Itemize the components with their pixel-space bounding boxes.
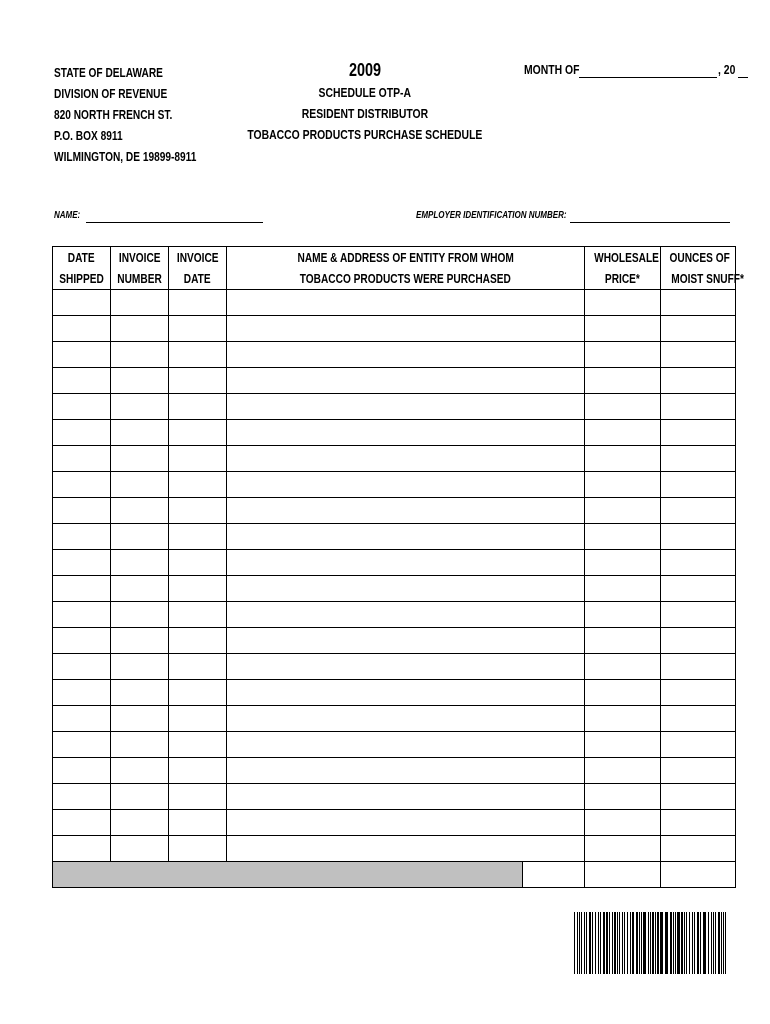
invoice-date-cell[interactable] — [169, 550, 227, 576]
schedule-line-2: RESIDENT DISTRIBUTOR — [301, 106, 429, 121]
entity-cell[interactable] — [227, 498, 585, 524]
invoice-date-cell[interactable] — [169, 472, 227, 498]
wholesale-price-cell[interactable] — [585, 368, 661, 394]
barcode-bar — [694, 912, 695, 974]
invoice-number-cell[interactable] — [111, 420, 169, 446]
barcode-bar — [617, 912, 618, 974]
barcode-bar — [725, 912, 726, 974]
wholesale-price-cell[interactable] — [585, 342, 661, 368]
ounces-cell[interactable] — [661, 836, 736, 862]
month-field[interactable] — [579, 77, 717, 78]
invoice-number-cell[interactable] — [111, 498, 169, 524]
entity-cell[interactable] — [227, 706, 585, 732]
col-invoice-date — [169, 247, 227, 290]
entity-cell[interactable] — [227, 628, 585, 654]
table-header-row — [53, 247, 736, 290]
invoice-number-cell[interactable] — [111, 342, 169, 368]
date-shipped-cell[interactable] — [53, 628, 111, 654]
table-row — [53, 784, 736, 810]
invoice-date-cell[interactable] — [169, 628, 227, 654]
invoice-date-cell[interactable] — [169, 524, 227, 550]
entity-cell[interactable] — [227, 836, 585, 862]
barcode-bar — [708, 912, 709, 974]
barcode-bar — [636, 912, 638, 974]
ounces-cell[interactable] — [661, 446, 736, 472]
barcode-bar — [641, 912, 642, 974]
barcode-bar — [711, 912, 712, 974]
schedule-title — [200, 82, 530, 145]
wholesale-price-cell[interactable] — [585, 706, 661, 732]
wholesale-price-cell[interactable] — [585, 472, 661, 498]
col-entity-line1: NAME & ADDRESS OF ENTITY FROM WHOM — [297, 250, 514, 265]
date-shipped-cell[interactable] — [53, 368, 111, 394]
total-wholesale-price[interactable] — [585, 862, 661, 888]
entity-cell[interactable] — [227, 316, 585, 342]
wholesale-price-cell[interactable] — [585, 316, 661, 342]
ein-field[interactable] — [570, 222, 730, 223]
totals-row — [53, 862, 736, 888]
wholesale-price-cell[interactable] — [585, 732, 661, 758]
name-label: NAME: — [54, 210, 81, 221]
invoice-number-cell[interactable] — [111, 472, 169, 498]
invoice-number-cell[interactable] — [111, 550, 169, 576]
entity-cell[interactable] — [227, 550, 585, 576]
invoice-date-cell[interactable] — [169, 498, 227, 524]
table-row — [53, 420, 736, 446]
wholesale-price-cell[interactable] — [585, 836, 661, 862]
table-row — [53, 472, 736, 498]
invoice-date-cell[interactable] — [169, 576, 227, 602]
table-row — [53, 706, 736, 732]
schedule-line-1: SCHEDULE OTP-A — [318, 85, 412, 100]
barcode-bar — [689, 912, 690, 974]
col-wholesale-price — [585, 247, 661, 290]
barcode-bar — [686, 912, 687, 974]
wholesale-price-cell[interactable] — [585, 498, 661, 524]
col-wholesale-line1: WHOLESALE — [594, 250, 659, 265]
ounces-cell[interactable] — [661, 602, 736, 628]
entity-cell[interactable] — [227, 758, 585, 784]
invoice-date-cell[interactable] — [169, 368, 227, 394]
purchase-schedule-table — [52, 246, 744, 888]
barcode-bar — [723, 912, 724, 974]
invoice-number-cell[interactable] — [111, 524, 169, 550]
ounces-cell[interactable] — [661, 628, 736, 654]
address-line-3: 820 NORTH FRENCH ST. — [54, 107, 173, 122]
ounces-cell[interactable] — [661, 420, 736, 446]
wholesale-price-cell[interactable] — [585, 758, 661, 784]
ein-label-wrap — [416, 210, 604, 221]
month-suffix-wrap — [718, 62, 740, 77]
ounces-cell[interactable] — [661, 498, 736, 524]
barcode-bar — [603, 912, 605, 974]
barcode-bar — [627, 912, 628, 974]
entity-cell[interactable] — [227, 446, 585, 472]
invoice-date-cell[interactable] — [169, 810, 227, 836]
barcode-bar — [670, 912, 672, 974]
address-line-2: DIVISION OF REVENUE — [54, 86, 168, 101]
invoice-date-cell[interactable] — [169, 420, 227, 446]
ounces-cell[interactable] — [661, 342, 736, 368]
table-row — [53, 342, 736, 368]
barcode-bar — [598, 912, 599, 974]
barcode-bar — [703, 912, 706, 974]
invoice-number-cell[interactable] — [111, 316, 169, 342]
entity-cell[interactable] — [227, 290, 585, 316]
barcode-bar — [681, 912, 683, 974]
barcode-bar — [600, 912, 601, 974]
barcode-bar — [639, 912, 640, 974]
table-row — [53, 654, 736, 680]
barcode-bar — [650, 912, 651, 974]
date-shipped-cell[interactable] — [53, 524, 111, 550]
invoice-date-cell[interactable] — [169, 316, 227, 342]
wholesale-price-cell[interactable] — [585, 784, 661, 810]
entity-cell[interactable] — [227, 394, 585, 420]
table-row — [53, 732, 736, 758]
name-field[interactable] — [86, 222, 263, 223]
ounces-cell[interactable] — [661, 758, 736, 784]
barcode-bar — [665, 912, 668, 974]
barcode-bar — [592, 912, 593, 974]
ounces-cell[interactable] — [661, 394, 736, 420]
date-shipped-cell[interactable] — [53, 342, 111, 368]
invoice-number-cell[interactable] — [111, 706, 169, 732]
entity-cell[interactable] — [227, 602, 585, 628]
ein-label: EMPLOYER IDENTIFICATION NUMBER: — [416, 210, 567, 221]
invoice-date-cell[interactable] — [169, 602, 227, 628]
invoice-number-cell[interactable] — [111, 680, 169, 706]
entity-cell[interactable] — [227, 368, 585, 394]
table-row — [53, 836, 736, 862]
table-row — [53, 810, 736, 836]
date-shipped-cell[interactable] — [53, 654, 111, 680]
table-row — [53, 550, 736, 576]
col-wholesale-line2: PRICE* — [605, 271, 640, 286]
date-shipped-cell[interactable] — [53, 498, 111, 524]
totals-blank-cell — [523, 862, 584, 887]
barcode-bar — [612, 912, 613, 974]
entity-cell[interactable] — [227, 732, 585, 758]
address-line-5: WILMINGTON, DE 19899-8911 — [54, 149, 197, 164]
barcode-bar — [624, 912, 625, 974]
table-row — [53, 394, 736, 420]
date-shipped-cell[interactable] — [53, 472, 111, 498]
ounces-cell[interactable] — [661, 368, 736, 394]
invoice-date-cell[interactable] — [169, 680, 227, 706]
ounces-cell[interactable] — [661, 810, 736, 836]
wholesale-price-cell[interactable] — [585, 602, 661, 628]
invoice-number-cell[interactable] — [111, 576, 169, 602]
ounces-cell[interactable] — [661, 472, 736, 498]
month-label: MONTH OF — [524, 62, 580, 77]
barcode-bar — [721, 912, 722, 974]
date-shipped-cell[interactable] — [53, 602, 111, 628]
invoice-date-cell[interactable] — [169, 784, 227, 810]
date-shipped-cell[interactable] — [53, 732, 111, 758]
table-row — [53, 498, 736, 524]
invoice-number-cell[interactable] — [111, 446, 169, 472]
table-row — [53, 758, 736, 784]
col-ounces-line1: OUNCES OF — [669, 250, 730, 265]
wholesale-price-cell[interactable] — [585, 550, 661, 576]
invoice-number-cell[interactable] — [111, 394, 169, 420]
totals-label-cell — [53, 862, 585, 888]
col-invoice-number — [111, 247, 169, 290]
entity-cell[interactable] — [227, 784, 585, 810]
invoice-number-cell[interactable] — [111, 602, 169, 628]
barcode-bar — [609, 912, 610, 974]
date-shipped-cell[interactable] — [53, 576, 111, 602]
totals-shaded-area — [53, 862, 523, 887]
address-line-4: P.O. BOX 8911 — [54, 128, 123, 143]
date-shipped-cell[interactable] — [53, 420, 111, 446]
barcode-bar — [619, 912, 620, 974]
ounces-cell[interactable] — [661, 524, 736, 550]
ounces-cell[interactable] — [661, 784, 736, 810]
wholesale-price-cell[interactable] — [585, 810, 661, 836]
table-row — [53, 602, 736, 628]
col-invoice-date-line1: INVOICE — [176, 250, 219, 265]
barcode-bar — [648, 912, 649, 974]
barcode-bar — [677, 912, 680, 974]
month-suffix: , 20 — [718, 62, 736, 77]
entity-cell[interactable] — [227, 420, 585, 446]
barcode-bar — [697, 912, 699, 974]
ounces-cell[interactable] — [661, 550, 736, 576]
invoice-number-cell[interactable] — [111, 836, 169, 862]
invoice-date-cell[interactable] — [169, 836, 227, 862]
wholesale-price-cell[interactable] — [585, 628, 661, 654]
invoice-number-cell[interactable] — [111, 290, 169, 316]
wholesale-price-cell[interactable] — [585, 420, 661, 446]
barcode-bar — [713, 912, 714, 974]
year-field[interactable] — [738, 77, 748, 78]
table-row — [53, 628, 736, 654]
wholesale-price-cell[interactable] — [585, 290, 661, 316]
invoice-number-cell[interactable] — [111, 654, 169, 680]
col-entity-line2: TOBACCO PRODUCTS WERE PURCHASED — [299, 271, 512, 286]
col-entity-name-address — [227, 247, 585, 290]
ounces-cell[interactable] — [661, 576, 736, 602]
month-of — [524, 62, 593, 77]
barcode-bar — [586, 912, 587, 974]
ounces-cell[interactable] — [661, 680, 736, 706]
invoice-date-cell[interactable] — [169, 342, 227, 368]
barcode-bar — [584, 912, 585, 974]
invoice-number-cell[interactable] — [111, 758, 169, 784]
barcode-bar — [675, 912, 676, 974]
entity-cell[interactable] — [227, 576, 585, 602]
barcode-bar — [630, 912, 631, 974]
barcode-bar — [660, 912, 663, 974]
barcode-bar — [715, 912, 716, 974]
barcode-bar — [581, 912, 582, 974]
invoice-number-cell[interactable] — [111, 368, 169, 394]
name-label-wrap — [54, 210, 87, 221]
table-row — [53, 316, 736, 342]
table-row — [53, 576, 736, 602]
entity-cell[interactable] — [227, 342, 585, 368]
col-ounces-line2: MOIST SNUFF* — [671, 271, 744, 286]
barcode-bar — [577, 912, 578, 974]
ounces-cell[interactable] — [661, 654, 736, 680]
form-year — [200, 60, 530, 81]
entity-cell[interactable] — [227, 810, 585, 836]
date-shipped-cell[interactable] — [53, 810, 111, 836]
invoice-date-cell[interactable] — [169, 290, 227, 316]
barcode-bar — [692, 912, 693, 974]
invoice-date-cell[interactable] — [169, 446, 227, 472]
barcode-bar — [579, 912, 580, 974]
schedule-line-3: TOBACCO PRODUCTS PURCHASE SCHEDULE — [247, 127, 483, 142]
invoice-number-cell[interactable] — [111, 810, 169, 836]
barcode-bar — [614, 912, 616, 974]
date-shipped-cell[interactable] — [53, 706, 111, 732]
ounces-cell[interactable] — [661, 732, 736, 758]
col-date-shipped-line2: SHIPPED — [59, 271, 104, 286]
col-date-shipped-line1: DATE — [68, 250, 95, 265]
barcode-bar — [700, 912, 701, 974]
invoice-date-cell[interactable] — [169, 732, 227, 758]
entity-cell[interactable] — [227, 472, 585, 498]
date-shipped-cell[interactable] — [53, 290, 111, 316]
barcode-bar — [657, 912, 659, 974]
invoice-date-cell[interactable] — [169, 706, 227, 732]
wholesale-price-cell[interactable] — [585, 394, 661, 420]
col-invoice-number-line1: INVOICE — [118, 250, 161, 265]
barcode-bar — [606, 912, 608, 974]
invoice-number-cell[interactable] — [111, 784, 169, 810]
barcode-bar — [589, 912, 591, 974]
barcode-bar — [652, 912, 654, 974]
barcode-bar — [622, 912, 623, 974]
entity-cell[interactable] — [227, 524, 585, 550]
barcode-bar — [632, 912, 634, 974]
invoice-number-cell[interactable] — [111, 732, 169, 758]
invoice-date-cell[interactable] — [169, 758, 227, 784]
wholesale-price-cell[interactable] — [585, 680, 661, 706]
col-invoice-date-line2: DATE — [184, 271, 211, 286]
table-row — [53, 446, 736, 472]
barcode-bar — [574, 912, 575, 974]
barcode-bar — [643, 912, 646, 974]
ounces-cell[interactable] — [661, 706, 736, 732]
date-shipped-cell[interactable] — [53, 836, 111, 862]
barcode-bar — [655, 912, 656, 974]
wholesale-price-cell[interactable] — [585, 576, 661, 602]
col-invoice-number-line2: NUMBER — [117, 271, 162, 286]
ounces-cell[interactable] — [661, 290, 736, 316]
date-shipped-cell[interactable] — [53, 550, 111, 576]
barcode-bar — [718, 912, 720, 974]
col-ounces-moist-snuff — [661, 247, 744, 290]
date-shipped-cell[interactable] — [53, 758, 111, 784]
date-shipped-cell[interactable] — [53, 316, 111, 342]
total-ounces-moist-snuff[interactable] — [661, 862, 736, 888]
barcode-bar — [684, 912, 685, 974]
date-shipped-cell[interactable] — [53, 784, 111, 810]
entity-cell[interactable] — [227, 654, 585, 680]
invoice-date-cell[interactable] — [169, 394, 227, 420]
col-date-shipped — [53, 247, 111, 290]
entity-cell[interactable] — [227, 680, 585, 706]
invoice-number-cell[interactable] — [111, 628, 169, 654]
barcode-bar — [673, 912, 674, 974]
table-row — [53, 680, 736, 706]
table-row — [53, 368, 736, 394]
invoice-date-cell[interactable] — [169, 654, 227, 680]
table-row — [53, 290, 736, 316]
form-year-text: 2009 — [348, 60, 382, 80]
address-line-1: STATE OF DELAWARE — [54, 65, 163, 80]
wholesale-price-cell[interactable] — [585, 446, 661, 472]
barcode-bar — [595, 912, 596, 974]
date-shipped-cell[interactable] — [53, 394, 111, 420]
table-row — [53, 524, 736, 550]
barcode-icon — [574, 912, 727, 974]
wholesale-price-cell[interactable] — [585, 524, 661, 550]
wholesale-price-cell[interactable] — [585, 654, 661, 680]
ounces-cell[interactable] — [661, 316, 736, 342]
date-shipped-cell[interactable] — [53, 680, 111, 706]
date-shipped-cell[interactable] — [53, 446, 111, 472]
